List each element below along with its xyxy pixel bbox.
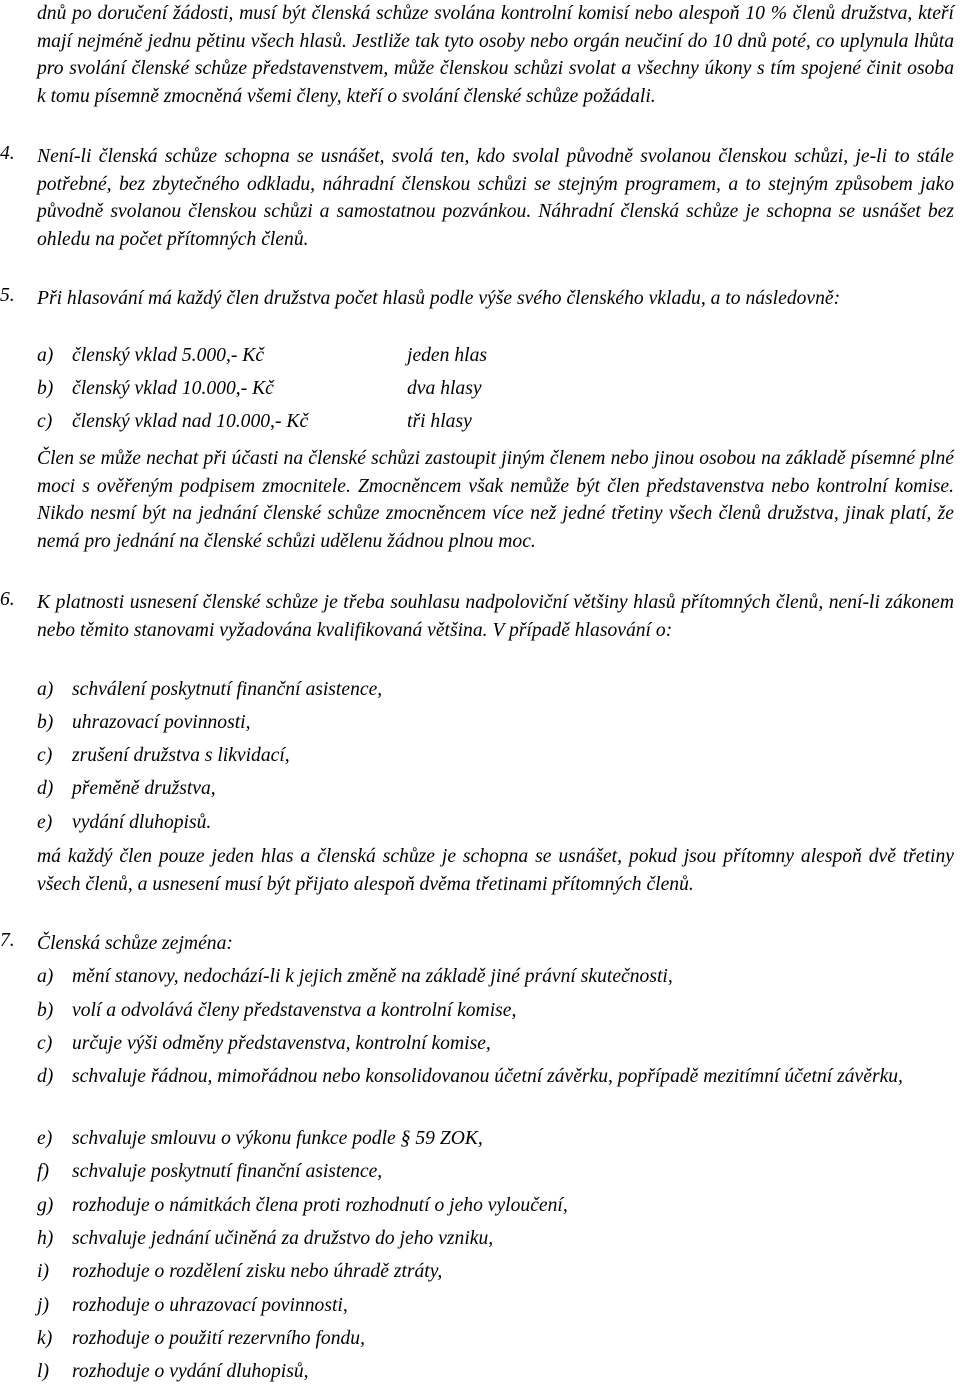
list-text: schvaluje smlouvu o výkonu funkce podle § 59 ZOK, [72, 1128, 483, 1149]
list-text: vydání dluhopisů. [72, 812, 212, 833]
section-number: 6. [0, 589, 15, 610]
proxy-paragraph [37, 445, 954, 555]
list-marker: f) [37, 1161, 49, 1182]
list-text: rozhoduje o uhrazovací povinnosti, [72, 1295, 348, 1316]
list-text: přeměně družstva, [72, 778, 216, 799]
list-marker: h) [37, 1228, 54, 1249]
list-marker: c) [37, 745, 53, 766]
list-marker: k) [37, 1328, 53, 1349]
list-marker: d) [37, 778, 54, 799]
vote-row [37, 411, 637, 441]
section-text: Není-li členská schůze schopna se usnášet, svolá ten, kdo svolal původně svolanou členskou schůzi, je-li to stále potřebné, bez zbytečného odkladu, náhradní členskou schůzi se stejným programem, a to stejným způsobem jako původně svolanou členskou schůzi a samostatnou pozvánkou. Náhradní členská schůze je schopna se usnášet bez ohledu na počet přítomných členů. [37, 146, 954, 250]
list-marker: e) [37, 812, 53, 833]
vote-row [37, 378, 637, 408]
list-marker: a) [37, 679, 54, 700]
list-text: rozhoduje o námitkách člena proti rozhodnutí o jeho vyloučení, [72, 1195, 568, 1216]
vote-count: dva hlasy [407, 378, 482, 399]
list-marker: i) [37, 1261, 49, 1282]
section-text: K platnosti usnesení členské schůze je třeba souhlasu nadpoloviční většiny hlasů přítomných členů, není-li zákonem nebo těmito stanovami vyžadována kvalifikovaná většina. V případě hlasování o: [37, 592, 954, 641]
list-marker: c) [37, 1033, 53, 1054]
list-text: schvaluje poskytnutí finanční asistence, [72, 1161, 383, 1182]
list-marker: d) [37, 1066, 54, 1087]
list-text: mění stanovy, nedochází-li k jejich změně na základě jiné právní skutečnosti, [72, 966, 673, 987]
list-marker: b) [37, 712, 54, 733]
list-text: rozhoduje o použití rezervního fondu, [72, 1328, 365, 1349]
deposit-label: členský vklad nad 10.000,- Kč [72, 411, 309, 432]
section-text: Členská schůze zejména: [37, 933, 233, 954]
list-text: volí a odvolává členy představenstva a kontrolní komise, [72, 1000, 517, 1021]
list-text: rozhoduje o vydání dluhopisů, [72, 1361, 309, 1382]
list-text: schvaluje řádnou, mimořádnou nebo konsolidovanou účetní závěrku, popřípadě mezitímní účetní závěrku, [72, 1066, 903, 1087]
list-marker: g) [37, 1195, 54, 1216]
paragraph-text: dnů po doručení žádosti, musí být členská schůze svolána kontrolní komisí nebo alespoň 10 % členů družstva, kteří mají nejméně jednu pětinu všech hlasů. Jestliže tak tyto osoby nebo orgán neučiní do 10 dnů poté, co uplynula lhůta pro svolání členské schůze představenstvem, může členskou schůzi svolat a všechny úkony s tím spojené činit osoba k tomu písemně zmocněná všemi členy, kteří o svolání členské schůze požádali. [37, 3, 954, 107]
vote-row [37, 345, 637, 375]
section-number: 7. [0, 930, 15, 951]
list-text: uhrazovací povinnosti, [72, 712, 251, 733]
section-text: Při hlasování má každý člen družstva počet hlasů podle výše svého členského vkladu, a to následovně: [37, 288, 841, 309]
list-marker: b) [37, 1000, 54, 1021]
list-text: schválení poskytnutí finanční asistence, [72, 679, 383, 700]
section-number: 4. [0, 143, 15, 164]
list-text: zrušení družstva s likvidací, [72, 745, 290, 766]
list-marker: l) [37, 1361, 49, 1382]
list-text: rozhoduje o rozdělení zisku nebo úhradě ztráty, [72, 1261, 443, 1282]
list-marker: a) [37, 966, 54, 987]
list-marker: c) [37, 411, 53, 432]
list-marker: a) [37, 345, 54, 366]
deposit-label: členský vklad 10.000,- Kč [72, 378, 274, 399]
vote-count: jeden hlas [407, 345, 487, 366]
paragraph-text: má každý člen pouze jeden hlas a členská schůze je schopna se usnášet, pokud jsou přítomny alespoň dvě třetiny všech členů, a usnesení musí být přijato alespoň dvěma třetinami přítomných členů. [37, 846, 954, 895]
list-marker: b) [37, 378, 54, 399]
list-text: určuje výši odměny představenstva, kontrolní komise, [72, 1033, 491, 1054]
list-text: schvaluje jednání učiněná za družstvo do jeho vzniku, [72, 1228, 494, 1249]
vote-count: tři hlasy [407, 411, 472, 432]
majority-paragraph [37, 843, 954, 898]
list-marker: j) [37, 1295, 49, 1316]
section-number: 5. [0, 285, 15, 306]
paragraph-text: Člen se může nechat při účasti na členské schůzi zastoupit jiným členem nebo jinou osobou na základě písemné plné moci s ověřeným podpisem zmocnitele. Zmocněncem však nemůže být člen představenstva nebo kontrolní komise. Nikdo nesmí být na jednání členské schůze zmocněncem více než jedné třetiny všech členů družstva, jinak platí, že nemá pro jednání na členské schůzi udělenu žádnou plnou moc. [37, 448, 954, 552]
list-marker: e) [37, 1128, 53, 1149]
deposit-label: členský vklad 5.000,- Kč [72, 345, 265, 366]
continuation-paragraph [37, 0, 954, 110]
